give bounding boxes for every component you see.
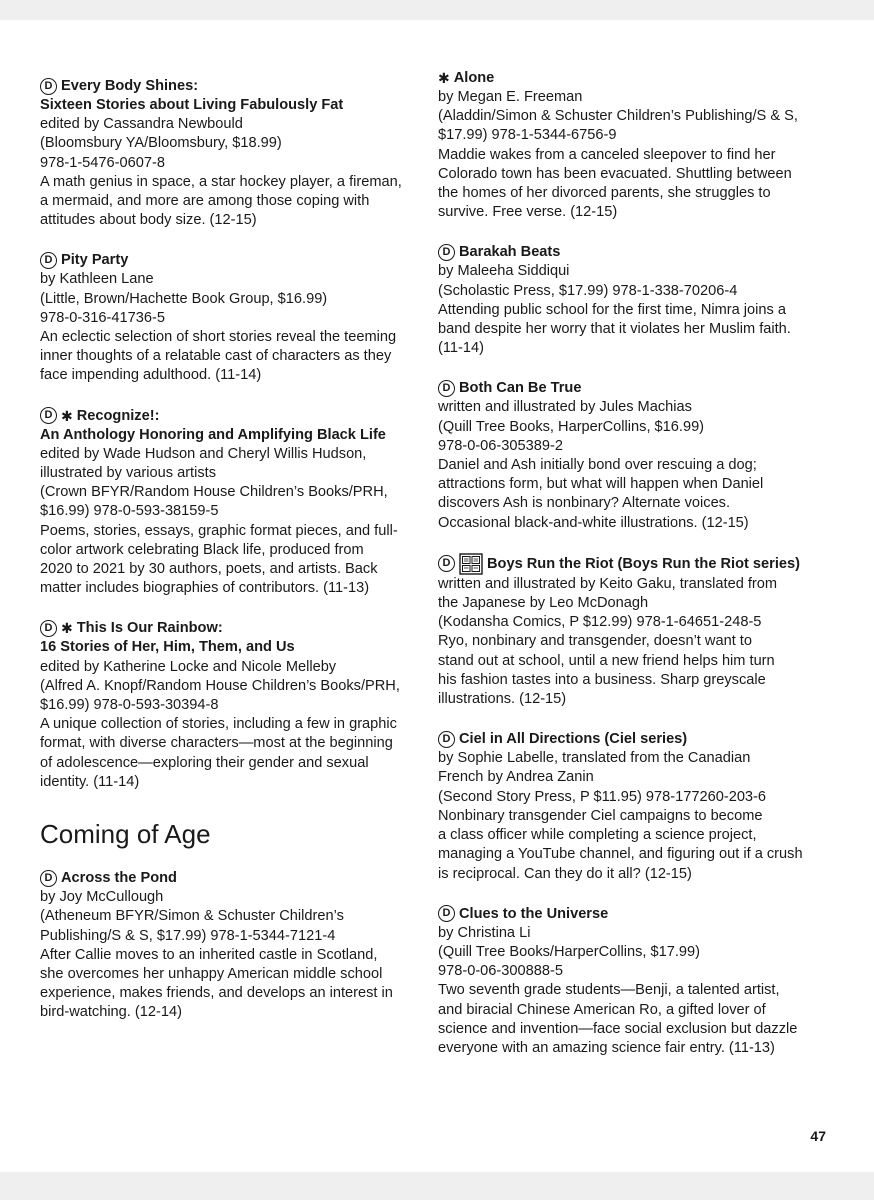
book-title-row [40,250,440,270]
diverse-badge-icon: D [438,380,455,397]
book-title: Pity Party [61,252,129,269]
book-detail-line: (Kodansha Comics, P $12.99) 978-1-64651-248-5 [438,614,762,631]
book-entry [40,868,440,1022]
book-detail-line: a class officer while completing a science project, [438,827,757,844]
book-detail-line: $17.99) 978-1-5344-6756-9 [438,127,617,144]
book-detail-line: Colorado town has been evacuated. Shuttling between [438,165,792,182]
book-title: Boys Run the Riot (Boys Run the Riot series) [487,555,800,572]
book-detail-line: A unique collection of stories, including a few in graphic [40,716,397,733]
book-detail-line: A math genius in space, a star hockey player, a fireman, [40,173,402,190]
book-detail-line: color artwork celebrating Black life, produced from [40,541,364,558]
book-entry [438,904,838,1058]
book-detail-line: the Japanese by Leo McDonagh [438,595,649,612]
book-detail-line: (Little, Brown/Hachette Book Group, $16.99) [40,290,328,307]
book-detail-line: and biracial Chinese American Ro, a gifted lover of [438,1001,766,1018]
book-entry [438,729,838,883]
book-detail-line: she overcomes her unhappy American middle school [40,965,383,982]
book-detail-line: by Christina Li [438,924,531,941]
book-title-row [40,618,440,638]
book-detail-line: by Joy McCullough [40,889,164,906]
book-detail-line: Two seventh grade students—Benji, a talented artist, [438,982,780,999]
book-detail-line: experience, makes friends, and develops an interest in [40,985,393,1002]
book-entry [40,406,440,599]
book-subtitle: An Anthology Honoring and Amplifying Black Life [40,426,386,443]
book-title: Alone [453,70,495,86]
book-detail-line: is reciprocal. Can they do it all? (12-15) [438,865,692,882]
book-entry [40,618,440,792]
book-entry [40,76,440,230]
book-title: Every Body Shines: [61,78,199,94]
book-title: Recognize!: [76,407,160,424]
book-detail-line: inner thoughts of a relatable cast of characters as they [40,348,392,365]
diverse-badge-icon: D [438,244,455,261]
page-number: 47 [810,1128,826,1144]
book-detail-line: After Callie moves to an inherited castle in Scotland, [40,946,378,963]
book-title-row [40,406,440,426]
book-detail-line: (Quill Tree Books/HarperCollins, $17.99) [438,943,700,960]
book-detail-line: attractions form, but what will happen when Daniel [438,476,764,493]
book-detail-line: bird-watching. (12-14) [40,1004,182,1021]
book-entry [438,68,838,222]
book-detail-line: An eclectic selection of short stories reveal the teeming [40,329,397,346]
book-detail-line: (Alfred A. Knopf/Random House Children’s Books/PRH, [40,677,400,694]
book-detail-line: his fashion tastes into a business. Sharp greyscale [438,671,766,688]
book-detail-line: (Scholastic Press, $17.99) 978-1-338-70206-4 [438,282,738,299]
book-detail-line: Publishing/S & S, $17.99) 978-1-5344-7121-4 [40,927,336,944]
graphic-novel-icon [459,553,483,575]
book-detail-line: everyone with an amazing science fair entry. (11-13) [438,1039,775,1056]
book-subtitle: 16 Stories of Her, Him, Them, and Us [40,639,295,656]
book-detail-line: face impending adulthood. (11-14) [40,367,262,384]
book-detail-line: discovers Ash is nonbinary? Alternate voices. [438,495,731,512]
book-detail-line: edited by Cassandra Newbould [40,116,243,133]
book-detail-line: (11-14) [438,340,484,357]
book-detail-line: (Quill Tree Books, HarperCollins, $16.99) [438,418,705,435]
left-column [40,76,440,1043]
book-detail-line: Attending public school for the first time, Nimra joins a [438,301,786,318]
book-detail-line: (Crown BFYR/Random House Children’s Books/PRH, [40,484,388,501]
book-detail-line: (Aladdin/Simon & Schuster Children’s Publishing/S & S, [438,108,798,125]
diverse-badge-icon: D [438,555,455,572]
star-icon: ✱ [438,70,450,86]
book-entry [438,378,838,532]
book-detail-line: by Megan E. Freeman [438,89,583,105]
book-detail-line: Ryo, nonbinary and transgender, doesn’t want to [438,633,752,650]
book-detail-line: illustrations. (12-15) [438,691,567,708]
book-title-row [438,378,838,398]
book-detail-line: stand out at school, until a new friend helps him turn [438,652,775,669]
left-entries-bottom [40,868,440,1022]
book-detail-line: managing a YouTube channel, and figuring out if a crush [438,846,803,863]
book-entry [40,250,440,385]
book-detail-line: 978-1-5476-0607-8 [40,154,165,171]
diverse-badge-icon: D [40,78,57,95]
book-detail-line: 978-0-316-41736-5 [40,309,165,326]
book-detail-line: survive. Free verse. (12-15) [438,204,618,221]
book-detail-line: by Kathleen Lane [40,271,154,288]
book-detail-line: (Second Story Press, P $11.95) 978-177260-203-6 [438,788,767,805]
star-icon: ✱ [61,407,73,424]
page [0,20,874,1172]
book-detail-line: written and illustrated by Jules Machias [438,399,692,416]
book-detail-line: of adolescence—exploring their gender and sexual [40,754,369,771]
book-title-row [438,729,838,749]
book-detail-line: by Maleeha Siddiqui [438,263,570,280]
diverse-badge-icon: D [40,252,57,269]
book-detail-line: attitudes about body size. (12-15) [40,212,257,229]
left-entries-top [40,76,440,792]
book-title: Across the Pond [61,870,177,887]
book-detail-line: Poems, stories, essays, graphic format pieces, and full- [40,522,398,539]
book-title-row [40,76,440,96]
book-entry [438,242,838,358]
book-detail-line: matter includes biographies of contributors. (11-13) [40,580,370,597]
diverse-badge-icon: D [40,620,57,637]
book-detail-line: a mermaid, and more are among those coping with [40,193,370,210]
section-heading: Coming of Age [40,819,211,850]
book-detail-line: Daniel and Ash initially bond over rescuing a dog; [438,457,757,474]
book-title: Clues to the Universe [459,905,609,922]
book-title-row [438,904,838,924]
book-detail-line: identity. (11-14) [40,773,140,790]
book-detail-line: 978-0-06-305389-2 [438,437,563,454]
book-title: This Is Our Rainbow: [76,620,223,637]
book-detail-line: Maddie wakes from a canceled sleepover to find her [438,146,776,163]
book-detail-line: band despite her worry that it violates her Muslim faith. [438,321,791,338]
book-detail-line: Occasional black-and-white illustrations. (12-15) [438,514,749,531]
right-column [438,68,838,1078]
book-entry [438,553,838,709]
book-title-row [40,868,440,888]
book-detail-line: illustrated by various artists [40,465,217,482]
book-detail-line: the homes of her divorced parents, she struggles to [438,185,771,202]
book-detail-line: Nonbinary transgender Ciel campaigns to become [438,807,763,824]
book-detail-line: (Atheneum BFYR/Simon & Schuster Children’s [40,908,344,925]
book-detail-line: format, with diverse characters—most at the beginning [40,735,393,752]
book-title-row [438,553,838,575]
book-detail-line: science and invention—face social exclusion but dazzle [438,1020,798,1037]
book-title-row [438,68,838,88]
book-title-row [438,242,838,262]
diverse-badge-icon: D [438,731,455,748]
book-title: Barakah Beats [459,244,561,261]
book-title: Both Can Be True [459,380,582,397]
book-detail-line: $16.99) 978-0-593-30394-8 [40,697,219,714]
diverse-badge-icon: D [438,905,455,922]
book-detail-line: edited by Katherine Locke and Nicole Melleby [40,658,337,675]
book-detail-line: 978-0-06-300888-5 [438,963,563,980]
diverse-badge-icon: D [40,407,57,424]
book-subtitle: Sixteen Stories about Living Fabulously Fat [40,97,344,113]
star-icon: ✱ [61,620,73,637]
book-detail-line: edited by Wade Hudson and Cheryl Willis Hudson, [40,445,367,462]
book-detail-line: 2020 to 2021 by 30 authors, poets, and artists. Back [40,561,378,578]
book-detail-line: written and illustrated by Keito Gaku, translated from [438,575,778,592]
book-title: Ciel in All Directions (Ciel series) [459,731,688,748]
book-detail-line: $16.99) 978-0-593-38159-5 [40,503,219,520]
diverse-badge-icon: D [40,870,57,887]
book-detail-line: (Bloomsbury YA/Bloomsbury, $18.99) [40,135,282,152]
book-detail-line: by Sophie Labelle, translated from the Canadian [438,750,751,767]
book-detail-line: French by Andrea Zanin [438,769,594,786]
